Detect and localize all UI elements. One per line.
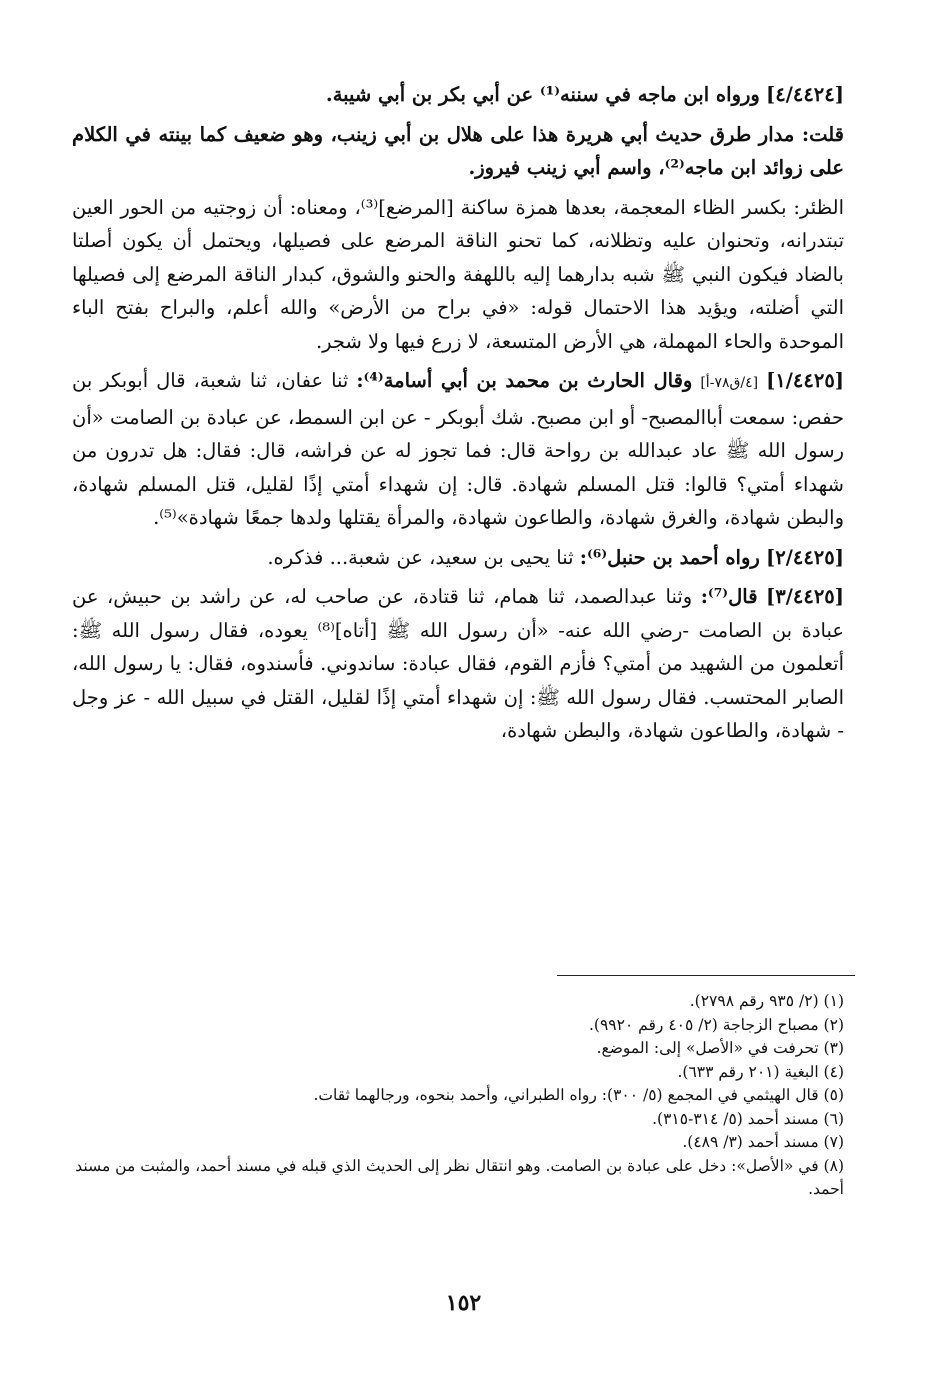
- narrator-lead: وقال الحارث بن محمد بن أبي أسامة⁽⁴⁾:: [356, 369, 693, 392]
- footnote-3: (٣) تحرفت في «الأصل» إلى: الموضع.: [596, 1039, 844, 1057]
- paragraph-4425-1: [72, 364, 844, 535]
- paragraph-qultu: [72, 118, 844, 185]
- paragraph-text: الظئر: بكسر الظاء المعجمة، بعدها همزة ساكنة [المرضع]⁽³⁾، ومعناه: أن زوجتيه من الحور العين تبتدرانه، وتحنوان عليه وتظلانه، كما تحنو الناقة المرضع على فصيلها، ويحتمل أن يكون أصلتا بالضاد فيكون النبي ﷺ شبه بدارهما إليه باللهفة والحنو والشوق، كبدار الناقة المرضع إلى فصيلها التي أضلته، ويؤيد هذا الاحتمال قوله: «في براح من الأرض» والله أعلم، والبراح بفتح الباء الموحدة والحاء المهملة، هي الأرض المتسعة، لا زرع فيها ولا شجر.: [72, 195, 844, 353]
- paragraph-4424-4: [72, 78, 844, 112]
- footnote-2: (٢) مصباح الزجاجة (٢/ ٤٠٥ رقم ٩٩٢٠).: [588, 1015, 844, 1034]
- paragraph-text: ثنا عفان، ثنا شعبة، قال أبوبكر بن حفص: سمعت أباالمصبح- أو ابن مصبح. شك أبوبكر - عن ابن السمط، عن عبادة بن الصامت «أن رسول الله ﷺ عاد عبدالله بن رواحة قال: فما تجوز له عن فراشه، قال: فقال: هل تدرون من شهداء أمتي؟ قالوا: قتل المسلم شهادة. قال: إن شهداء أمتي إذًا لقليل، قتل المسلم شهادة، والبطن شهادة، والغرق شهادة، والطاعون شهادة، والمرأة يقتلها ولدها جمعًا شهادة»⁽⁵⁾.: [72, 369, 844, 529]
- paragraph-text: ثنا يحيى بن سعيد، عن شعبة... فذكره.: [267, 545, 574, 569]
- paragraph-text: قلت: مدار طرق حديث أبي هريرة هذا على هلال بن أبي زينب، وهو ضعيف كما بينته في الكلام على زوائد ابن ماجه⁽²⁾، واسم أبي زينب فيروز.: [72, 122, 844, 179]
- page-body: [72, 78, 844, 754]
- paragraph-zi-r-explanation: [72, 191, 844, 359]
- hadith-number: [١/٤٤٢٥]: [766, 369, 845, 392]
- footnote-4: (٤) البغية (٢٠١ رقم ٦٣٣).: [677, 1062, 844, 1081]
- footnote-8: (٨) في «الأصل»: دخل على عبادة بن الصامت. وهو انتقال نظر إلى الحديث الذي قبله في مسند أحمد، والمثبت من مسند أحمد.: [75, 1156, 844, 1198]
- page-number: ١٥٢: [445, 1290, 482, 1316]
- narrator-lead: قال⁽⁷⁾:: [700, 585, 758, 608]
- manuscript-reference: [٤/ق٧٨-أ]: [700, 375, 759, 391]
- footnote-divider: [557, 975, 855, 976]
- paragraph-4425-2: [72, 541, 844, 575]
- footnote-1: (١) (٢/ ٩٣٥ رقم ٢٧٩٨).: [689, 992, 844, 1010]
- footnote-5: (٥) قال الهيثمي في المجمع (٥/ ٣٠٠): رواه الطبراني، وأحمد بنحوه، ورجالهما ثقات.: [313, 1086, 844, 1104]
- footnote-6: (٦) مسند أحمد (٥/ ٣١٤-٣١٥).: [652, 1109, 844, 1128]
- hadith-number: [٤/٤٤٢٤]: [766, 83, 844, 106]
- hadith-number: [٢/٤٤٢٥]: [766, 545, 844, 569]
- narrator-lead: رواه أحمد بن حنبل⁽⁶⁾:: [579, 545, 760, 569]
- footnote-7: (٧) مسند أحمد (٣/ ٤٨٩).: [682, 1133, 844, 1151]
- paragraph-text: وثنا عبدالصمد، ثنا همام، ثنا قتادة، عن صاحب له، عن راشد بن حبيش، عن عبادة بن الصامت -رضي الله عنه- «أن رسول الله ﷺ [أتاه]⁽⁸⁾ يعوده، فقال رسول الله ﷺ: أتعلمون من الشهيد من أمتي؟ فأزم القوم، فقال عبادة: ساندوني. فأسندوه، فقال: يا رسول الله، الصابر المحتسب. فقال رسول الله ﷺ: إن شهداء أمتي إذًا لقليل، القتل في سبيل الله - عز وجل - شهادة، والطاعون شهادة، والبطن شهادة،: [72, 585, 844, 742]
- paragraph-text: ورواه ابن ماجه في سننه⁽¹⁾ عن أبي بكر بن أبي شيبة.: [325, 83, 760, 106]
- hadith-number: [٣/٤٤٢٥]: [766, 585, 845, 608]
- paragraph-4425-3: [72, 580, 844, 748]
- footnotes: [72, 990, 844, 1202]
